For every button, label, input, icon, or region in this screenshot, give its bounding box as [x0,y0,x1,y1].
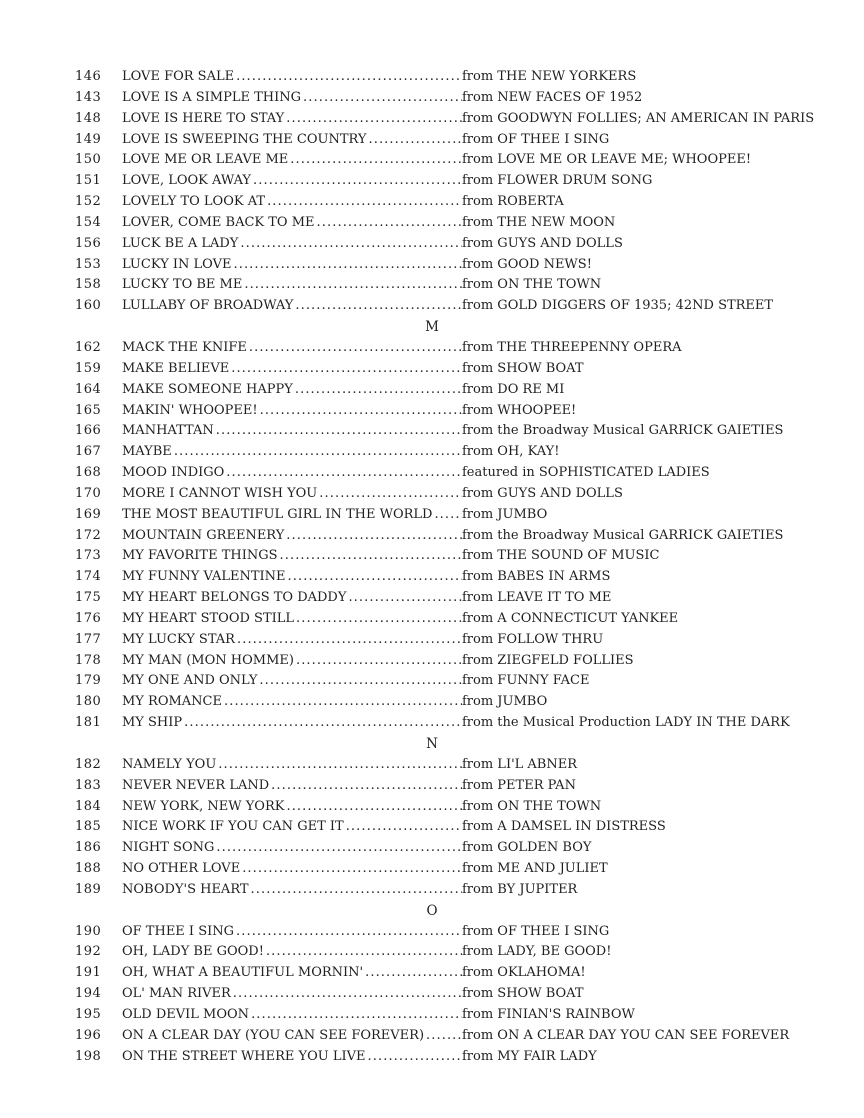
dot-leader [258,401,462,422]
entry-title: NO OTHER LOVE [122,861,241,877]
entry-title-cell [122,671,462,692]
entry-source: from the Musical Production LADY IN THE DARK [462,715,790,731]
entry-page-number: 166 [75,423,102,439]
toc-entry-row [75,776,842,797]
entry-source: from THE NEW YORKERS [462,69,637,84]
toc-entry-row [75,651,842,672]
entry-title: NIGHT SONG [122,840,215,856]
toc-entry-row [75,1026,842,1047]
entry-title: OL' MAN RIVER [122,986,231,1002]
entry-source: from MY FAIR LADY [462,1048,597,1064]
dot-leader [269,776,462,797]
entry-source: featured in SOPHISTICATED LADIES [462,465,710,481]
dot-leader [288,150,462,171]
toc-entry-row [75,338,842,359]
dot-leader [366,1047,462,1068]
entry-title-cell [122,380,462,401]
entry-title: LOVER, COME BACK TO ME [122,214,315,230]
toc-entry-row [75,88,842,109]
dot-leader [344,817,462,838]
entry-title-cell [122,1026,462,1047]
entry-source: from A CONNECTICUT YANKEE [462,610,679,626]
entry-source: from OF THEE I SING [462,131,610,147]
entry-source: from THE THREEPENNY OPERA [462,339,682,355]
toc-entry-row [75,171,842,192]
entry-page-number: 194 [75,986,102,1002]
toc-entry-row [75,588,842,609]
dot-leader [214,421,462,442]
entry-title-cell [122,984,462,1005]
entry-page-number: 182 [75,756,102,772]
entry-title-cell [122,359,462,380]
entry-source: from DO RE MI [462,381,565,397]
entry-title-cell [122,463,462,484]
entry-page-number: 143 [75,89,102,105]
toc-entry-row [75,797,842,818]
entry-source: from THE NEW MOON [462,214,616,230]
entry-page-number: 180 [75,694,102,710]
entry-source: from FINIAN'S RAINBOW [462,1006,635,1022]
toc-entry-row [75,380,842,401]
entry-title-cell [122,1047,462,1068]
entry-page-number: 184 [75,798,102,814]
dot-leader [231,255,462,276]
entry-source: from ZIEGFELD FOLLIES [462,652,634,668]
dot-leader [293,380,462,401]
dot-leader [249,880,462,901]
dot-leader [182,713,462,734]
entry-title-cell [122,588,462,609]
toc-entry-row [75,922,842,943]
section-letter-heading: N [426,736,438,752]
entry-page-number: 192 [75,944,102,960]
dot-leader [214,838,462,859]
entry-title-cell [122,609,462,630]
entry-title: NICE WORK IF YOU CAN GET IT [122,819,344,835]
entry-title-cell [122,942,462,963]
toc-entry-row [75,671,842,692]
entry-title-cell [122,275,462,296]
entry-source: from FLOWER DRUM SONG [462,173,653,189]
toc-entry-row [75,130,842,151]
dot-leader [346,588,462,609]
dot-leader [172,442,462,463]
dot-leader [294,609,462,630]
toc-entry-row [75,713,842,734]
entry-title-cell [122,546,462,567]
entry-source: from GUYS AND DOLLS [462,235,623,251]
toc-entry-row [75,484,842,505]
entry-source: from ROBERTA [462,194,564,210]
entry-source: from SHOW BOAT [462,360,584,376]
entry-page-number: 191 [75,965,102,981]
toc-entry-row [75,942,842,963]
entry-title-cell [122,442,462,463]
entry-title-cell [122,838,462,859]
dot-leader [264,942,462,963]
entry-page-number: 160 [75,298,102,314]
entry-source: from NEW FACES OF 1952 [462,89,643,105]
entry-page-number: 150 [75,152,102,168]
entry-source: from LI'L ABNER [462,756,578,772]
entry-source: from the Broadway Musical GARRICK GAIETIES [462,423,784,439]
entry-title-cell [122,755,462,776]
entry-title-cell [122,1005,462,1026]
entry-title-cell [122,713,462,734]
entry-title: NEW YORK, NEW YORK [122,798,285,814]
entry-source: from A DAMSEL IN DISTRESS [462,819,666,835]
toc-entry-row [75,442,842,463]
toc-entry-row [75,963,842,984]
entry-source: from the Broadway Musical GARRICK GAIETIES [462,527,784,543]
entry-title-cell [122,859,462,880]
dot-leader [234,67,462,88]
entry-page-number: 148 [75,110,102,126]
toc-entry-row [75,213,842,234]
dot-leader [257,671,462,692]
entry-title-cell [122,88,462,109]
toc-entry-row [75,567,842,588]
entry-source: from PETER PAN [462,777,576,793]
dot-leader [251,171,462,192]
entry-title-cell [122,817,462,838]
entry-source: from GOLD DIGGERS OF 1935; 42ND STREET [462,298,774,314]
toc-entry-row [75,255,842,276]
entry-source: from ME AND JULIET [462,861,608,877]
toc-entry-row [75,109,842,130]
entry-source: from ON THE TOWN [462,277,602,293]
dot-leader [247,338,462,359]
entry-title: ON A CLEAR DAY (YOU CAN SEE FOREVER) [122,1027,425,1043]
toc-entry-row [75,463,842,484]
entry-title: LUCKY TO BE ME [122,277,243,293]
entry-title: OLD DEVIL MOON [122,1006,250,1022]
entry-page-number: 162 [75,339,102,355]
dot-leader [222,692,462,713]
entry-page-number: 165 [75,402,102,418]
dot-leader [363,963,462,984]
entry-title: LUCKY IN LOVE [122,256,232,272]
toc-entry-row [75,859,842,880]
entry-page-number: 164 [75,381,102,397]
dot-leader [432,505,462,526]
entry-source: from GOODWYN FOLLIES; AN AMERICAN IN PARIS [462,110,815,126]
entry-title: MAKE SOMEONE HAPPY [122,381,293,397]
entry-title: LOVE ME OR LEAVE ME [122,152,289,168]
entry-title-cell [122,797,462,818]
section-letter-heading: O [426,902,438,919]
toc-entry-row [75,526,842,547]
entry-page-number: 146 [75,69,102,84]
entry-title-cell [122,776,462,797]
toc-entry-row [75,630,842,651]
toc-sections [0,67,864,1068]
entry-title-cell [122,880,462,901]
entry-page-number: 156 [75,235,102,251]
entry-title: MY MAN (MON HOMME) [122,652,294,668]
toc-entry-row [75,817,842,838]
entry-title-cell [122,171,462,192]
toc-entry-row [75,546,842,567]
entry-page-number: 152 [75,194,102,210]
dot-leader [249,1005,462,1026]
entry-title: NEVER NEVER LAND [122,777,270,793]
entry-title-cell [122,338,462,359]
entry-source: from GOOD NEWS! [462,256,592,272]
entry-title: OH, LADY BE GOOD! [122,944,264,960]
entry-source: from OH, KAY! [462,444,560,460]
entry-page-number: 185 [75,819,102,835]
entry-page-number: 151 [75,173,102,189]
entry-title-cell [122,484,462,505]
toc-entry-row [75,505,842,526]
entry-title-cell [122,505,462,526]
entry-title: MY ONE AND ONLY [122,673,258,689]
entry-title: MORE I CANNOT WISH YOU [122,485,318,501]
dot-leader [293,296,462,317]
entry-page-number: 159 [75,360,102,376]
entry-source: from OF THEE I SING [462,923,610,939]
entry-title: NAMELY YOU [122,756,217,772]
entry-title: LOVE, LOOK AWAY [122,173,252,189]
entry-title: MOOD INDIGO [122,465,225,481]
dot-leader [238,234,462,255]
entry-title-cell [122,567,462,588]
entry-page-number: 149 [75,131,102,147]
entry-title: LULLABY OF BROADWAY [122,298,294,314]
toc-entry-row [75,401,842,422]
dot-leader [366,130,462,151]
toc-entry-row [75,1047,842,1068]
entry-title: LUCK BE A LADY [122,235,239,251]
entry-title: LOVE IS A SIMPLE THING [122,89,302,105]
dot-leader [234,922,462,943]
entry-page-number: 196 [75,1027,102,1043]
entry-title-cell [122,651,462,672]
entry-title: MOUNTAIN GREENERY [122,527,285,543]
entry-title: MAKIN' WHOOPEE! [122,402,258,418]
toc-entry-row [75,880,842,901]
dot-leader [284,797,462,818]
entry-page-number: 181 [75,715,102,731]
dot-leader [286,567,462,588]
dot-leader [242,275,462,296]
dot-leader [265,192,462,213]
toc-entry-row [75,838,842,859]
entry-page-number: 169 [75,506,102,522]
entry-page-number: 172 [75,527,102,543]
entry-page-number: 179 [75,673,102,689]
dot-leader [284,526,462,547]
entry-title: MY HEART BELONGS TO DADDY [122,590,347,606]
entry-title-cell [122,192,462,213]
entry-page-number: 173 [75,548,102,564]
entry-title-cell [122,922,462,943]
entry-title: MY FUNNY VALENTINE [122,569,286,585]
entry-title-cell [122,421,462,442]
entry-title-cell [122,130,462,151]
dot-leader [229,359,462,380]
entry-source: from FUNNY FACE [462,673,590,689]
entry-title: NOBODY'S HEART [122,881,249,897]
dot-leader [235,630,462,651]
dot-leader [424,1026,462,1047]
toc-entry-row [75,692,842,713]
entry-title: LOVE IS SWEEPING THE COUNTRY [122,131,367,147]
entry-source: from LOVE ME OR LEAVE ME; WHOOPEE! [462,152,752,168]
entry-title: MAKE BELIEVE [122,360,230,376]
dot-leader [240,859,462,880]
entry-title: MY ROMANCE [122,694,222,710]
entry-title: MAYBE [122,444,172,460]
toc-entry-row [75,755,842,776]
entry-title: MY SHIP [122,715,183,731]
dot-leader [224,463,462,484]
entry-title-cell [122,963,462,984]
entry-source: from JUMBO [462,506,548,522]
entry-title-cell [122,213,462,234]
entry-page-number: 175 [75,590,102,606]
entry-page-number: 158 [75,277,102,293]
entry-source: from LADY, BE GOOD! [462,944,612,960]
entry-page-number: 190 [75,923,102,939]
entry-title-cell [122,526,462,547]
entry-title-cell [122,67,462,88]
toc-entry-row [75,296,842,317]
entry-page-number: 174 [75,569,102,585]
entry-title-cell [122,109,462,130]
entry-source: from JUMBO [462,694,548,710]
entry-title: MY FAVORITE THINGS [122,548,278,564]
toc-entry-row [75,150,842,171]
entry-page-number: 198 [75,1048,102,1064]
entry-title: LOVE IS HERE TO STAY [122,110,285,126]
entry-page-number: 154 [75,214,102,230]
dot-leader [294,651,462,672]
entry-title: ON THE STREET WHERE YOU LIVE [122,1048,366,1064]
entry-title: MY LUCKY STAR [122,631,235,647]
toc-entry-row [75,609,842,630]
entry-page-number: 168 [75,465,102,481]
entry-source: from THE SOUND OF MUSIC [462,548,660,564]
entry-page-number: 170 [75,485,102,501]
entry-page-number: 195 [75,1006,102,1022]
entry-title-cell [122,692,462,713]
entry-title: LOVELY TO LOOK AT [122,194,266,210]
entry-title: THE MOST BEAUTIFUL GIRL IN THE WORLD [122,506,433,522]
dot-leader [231,984,462,1005]
entry-title: MANHATTAN [122,423,214,439]
entry-source: from BABES IN ARMS [462,569,611,585]
entry-page-number: 189 [75,881,102,897]
toc-entry-row [75,359,842,380]
entry-title-cell [122,150,462,171]
entry-page-number: 167 [75,444,102,460]
entry-title-cell [122,296,462,317]
entry-source: from FOLLOW THRU [462,631,604,647]
toc-entry-row [75,67,842,88]
entry-source: from OKLAHOMA! [462,965,586,981]
dot-leader [317,484,462,505]
toc-entry-row [75,1005,842,1026]
dot-leader [284,109,462,130]
toc-entry-row [75,192,842,213]
entry-source: from GOLDEN BOY [462,840,592,856]
toc-entry-row [75,421,842,442]
entry-title-cell [122,255,462,276]
toc-entry-row [75,275,842,296]
entry-title: MY HEART STOOD STILL [122,610,295,626]
entry-source: from SHOW BOAT [462,986,584,1002]
toc-entry-row [75,984,842,1005]
entry-title-cell [122,234,462,255]
entry-title-cell [122,401,462,422]
entry-source: from WHOOPEE! [462,402,577,418]
dot-leader [278,546,463,567]
entry-source: from BY JUPITER [462,881,578,897]
entry-page-number: 177 [75,631,102,647]
entry-page-number: 186 [75,840,102,856]
entry-title: LOVE FOR SALE [122,69,235,84]
section-letter-heading: M [425,319,439,336]
entry-page-number: 188 [75,861,102,877]
entry-source: from ON A CLEAR DAY YOU CAN SEE FOREVER [462,1027,790,1043]
entry-source: from ON THE TOWN [462,798,602,814]
toc-entry-row [75,234,842,255]
dot-leader [301,88,462,109]
dot-leader [315,213,462,234]
entry-title: OH, WHAT A BEAUTIFUL MORNIN' [122,965,364,981]
entry-page-number: 153 [75,256,102,272]
entry-title: OF THEE I SING [122,923,234,939]
entry-page-number: 176 [75,610,102,626]
entry-page-number: 178 [75,652,102,668]
entry-source: from GUYS AND DOLLS [462,485,623,501]
entry-page-number: 183 [75,777,102,793]
entry-source: from LEAVE IT TO ME [462,590,612,606]
dot-leader [216,755,462,776]
entry-title-cell [122,630,462,651]
entry-title: MACK THE KNIFE [122,339,247,355]
